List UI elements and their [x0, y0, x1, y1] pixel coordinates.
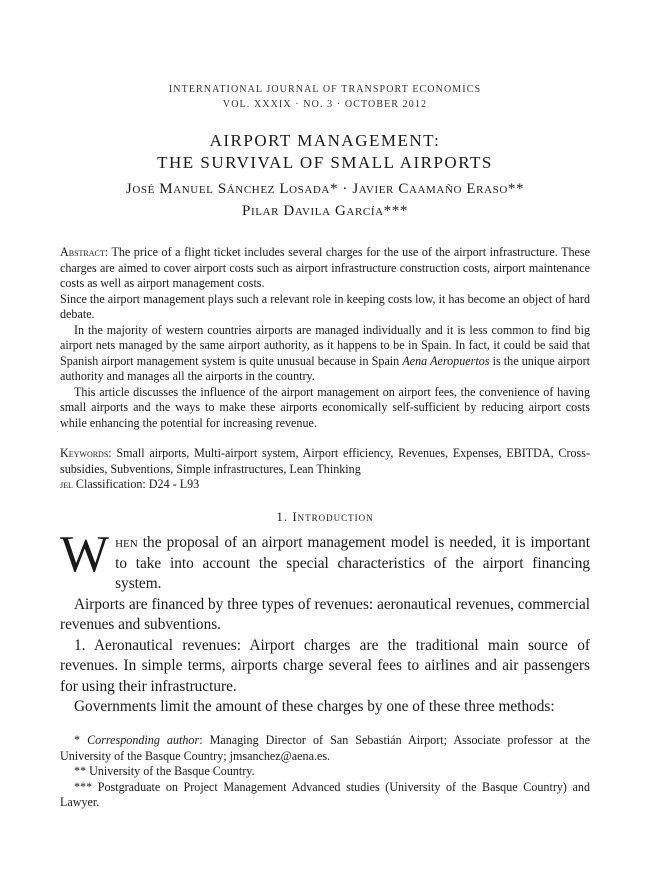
body-paragraph-1 [60, 526, 590, 595]
footnote-1-mark: * [74, 733, 88, 747]
abstract [60, 245, 590, 431]
keywords-block [60, 446, 590, 493]
body-paragraph-3: 1. Aeronautical revenues: Airport charges are the traditional main source of revenues. In simple terms, airports charge several fees to airlines and air passengers for using their infrastructure. [60, 636, 590, 695]
body-text [60, 526, 590, 718]
abstract-text-1: The price of a flight ticket includes several charges for the use of the airport infrastructure. These charges are aimed to cover airport costs such as airport infrastructure construction costs, airport maintenance costs as well as airport management costs. [60, 245, 590, 290]
keywords [60, 446, 590, 477]
journal-issue: VOL. XXXIX · NO. 3 · OCTOBER 2012 [222, 99, 428, 110]
authors-line-2: Pilar Davila García*** [242, 203, 408, 219]
abstract-label: Abstract: [60, 245, 109, 259]
section-heading: 1. Introduction [276, 509, 374, 524]
jel-label: jel [60, 477, 73, 491]
footnotes [60, 733, 590, 811]
abstract-paragraph-1 [60, 245, 590, 292]
footnote-1-italic: Corresponding author [87, 733, 200, 747]
abstract-paragraph-3 [60, 323, 590, 385]
keywords-text: Small airports, Multi-airport system, Airport efficiency, Revenues, Expenses, EBITDA, Cross-subsidies, Subventions, Simple infrastructures, Lean Thinking [60, 446, 590, 476]
abstract-text-3a: In the majority of western countries airports are managed individually and it is less common to find big airport nets managed by the same airport authority, as it happens to be in Spain. In fact, it could be said that Spanish airport management system is quite unusual because in Spain [60, 322, 590, 368]
footnote-1 [60, 733, 590, 764]
jel-text: Classification: D24 - L93 [72, 477, 200, 491]
journal-name: INTERNATIONAL JOURNAL OF TRANSPORT ECONOMICS [168, 84, 482, 95]
body-paragraph-4: Governments limit the amount of these charges by one of these three methods: [74, 698, 555, 715]
first-word: hen [115, 534, 138, 551]
body-text-1: the proposal of an airport management model is needed, it is important to take into account the special characteristics of the airport financing system. [115, 534, 590, 592]
drop-cap: W [60, 526, 110, 583]
abstract-paragraph-4: This article discusses the influence of the airport management on airport fees, the convenience of having small airports and the ways to make these airports economically self-sufficient by reducing airport costs while enhancing the potential for increasing revenue. [60, 384, 590, 430]
footnote-3: *** Postgraduate on Project Management Advanced studies (University of the Basque Country) and Lawyer. [60, 779, 590, 809]
article-title-line-2: THE SURVIVAL OF SMALL AIRPORTS [157, 153, 493, 172]
jel-classification [60, 477, 590, 493]
footnote-2: ** University of the Basque Country. [74, 764, 255, 778]
body-paragraph-2: Airports are financed by three types of revenues: aeronautical revenues, commercial revenues and subventions. [60, 595, 590, 633]
keywords-label: Keywords: [60, 446, 112, 460]
abstract-text-3b: is the unique airport authority and manages all the airports in the country. [60, 353, 590, 383]
abstract-paragraph-2: Since the airport management plays such a relevant role in keeping costs low, it has become an object of hard debate. [60, 291, 590, 321]
footnote-1-text: : Managing Director of San Sebastián Airport; Associate professor at the University of the Basque Country; jmsanchez@aena.es. [60, 733, 590, 763]
article-title-line-1: AIRPORT MANAGEMENT: [209, 131, 441, 150]
authors-line-1: José Manuel Sánchez Losada* · Javier Caamaño Eraso** [125, 181, 525, 197]
aena-aeropuertos-italic: Aena Aeropuertos [402, 353, 490, 368]
